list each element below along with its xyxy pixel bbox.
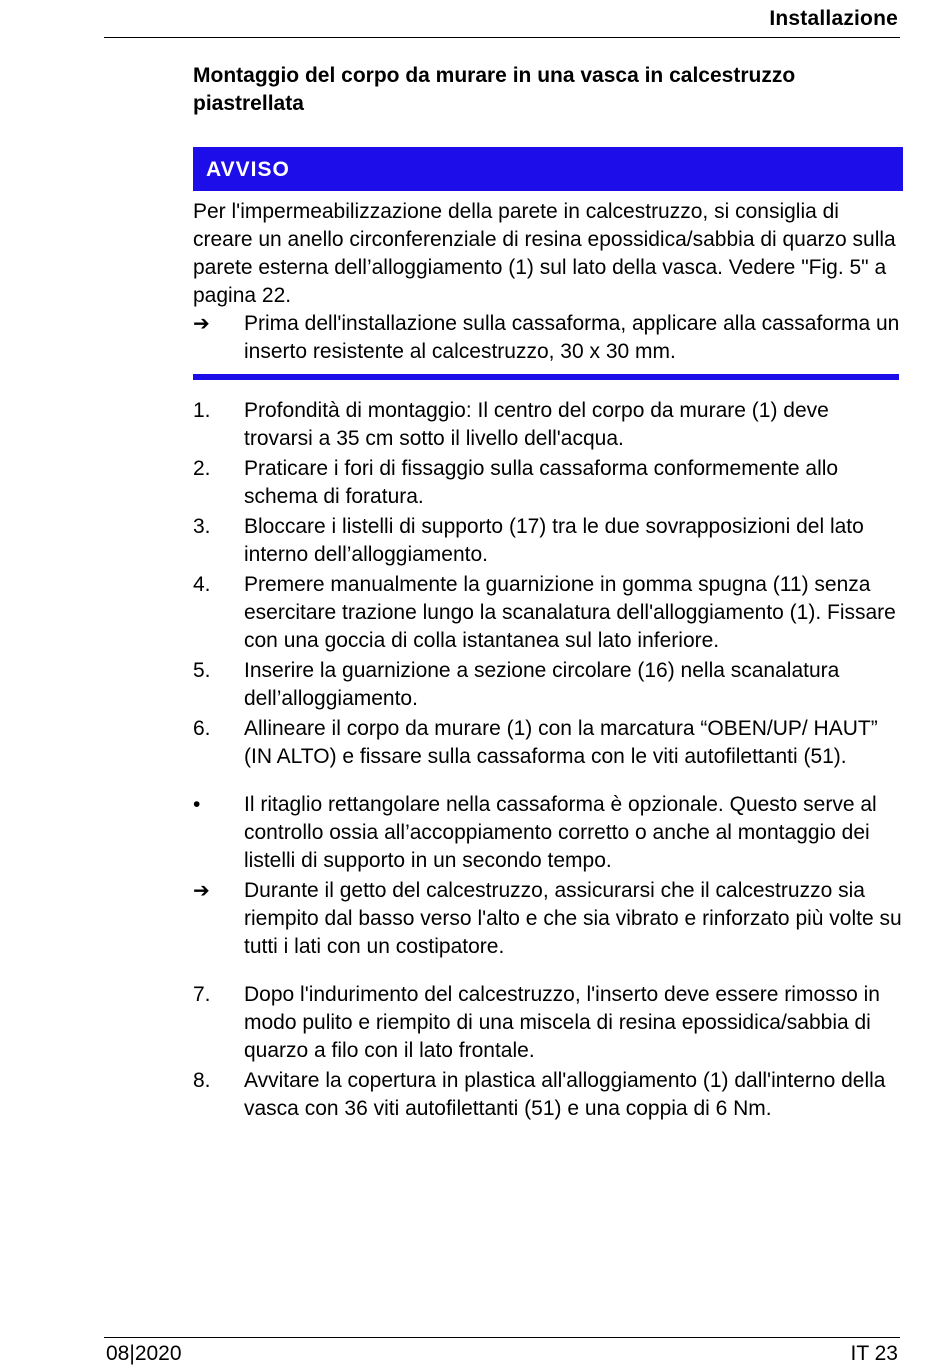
step-text: Premere manualmente la guarnizione in gomma spugna (11) senza esercitare trazione lungo la scanalatura dell'alloggiamento (1). Fissare con una goccia di colla istantanea sul lato inferiore. (244, 573, 896, 652)
step-text: Inserire la guarnizione a sezione circolare (16) nella scanalatura dell’alloggiamento. (244, 659, 840, 710)
notice-end-rule (193, 374, 899, 380)
footer-divider (104, 1337, 900, 1338)
section-heading-line2: piastrellata (193, 92, 304, 115)
page-content (193, 62, 903, 1125)
step-item (193, 397, 903, 453)
page-section-title: Installazione (769, 7, 898, 30)
step-item (193, 657, 903, 713)
footer-date: 08|2020 (106, 1342, 182, 1365)
steps-list (193, 397, 903, 771)
step-text: Profondità di montaggio: Il centro del corpo da murare (1) deve trovarsi a 35 cm sotto il livello dell'acqua. (244, 399, 829, 450)
page-number: IT 23 (850, 1342, 898, 1365)
step-text: Dopo l'indurimento del calcestruzzo, l'inserto deve essere rimosso in modo pulito e riempito di una miscela di resina epossidica/sabbia di quarzo a filo con il lato frontale. (244, 983, 880, 1062)
arrow-right-icon: ➔ (193, 880, 210, 902)
notice-action-text: Prima dell'installazione sulla cassaforma, applicare alla cassaforma un inserto resistente al calcestruzzo, 30 x 30 mm. (244, 312, 900, 363)
notice-action (193, 310, 903, 366)
bullet-note-text: Il ritaglio rettangolare nella cassaforma è opzionale. Questo serve al controllo ossia all’accoppiamento corretto o anche al montaggio dei listelli di supporto in un secondo tempo. (244, 793, 877, 872)
step-item (193, 1067, 903, 1123)
step-number: 1. (193, 399, 211, 422)
step-item (193, 571, 903, 655)
arrow-right-icon: ➔ (193, 313, 210, 335)
step-text: Allineare il corpo da murare (1) con la marcatura “OBEN/UP/ HAUT” (IN ALTO) e fissare sulla cassaforma con le viti autofilettanti (51). (244, 717, 878, 768)
step-number: 2. (193, 457, 211, 480)
notice-text: Per l'impermeabilizzazione della parete in calcestruzzo, si consiglia di creare un anello circonferenziale di resina epossidica/sabbia di quarzo sulla parete esterna dell’alloggiamento (1) sul lato della vasca. Vedere "Fig. 5" a pagina 22. (193, 200, 896, 307)
header-divider (104, 37, 900, 38)
step-text: Avvitare la copertura in plastica all'alloggiamento (1) dall'interno della vasca con 36 viti autofilettanti (51) e una coppia di 6 Nm. (244, 1069, 886, 1120)
step-number: 7. (193, 983, 211, 1006)
action-note-text: Durante il getto del calcestruzzo, assicurarsi che il calcestruzzo sia riempito dal basso verso l'alto e che sia vibrato e rinforzato più volte su tutti i lati con un costipatore. (244, 879, 902, 958)
step-number: 4. (193, 573, 211, 596)
step-item (193, 455, 903, 511)
steps-list-continued (193, 981, 903, 1123)
step-number: 8. (193, 1069, 211, 1092)
step-number: 5. (193, 659, 211, 682)
bullet-note (193, 791, 903, 875)
section-heading (193, 62, 903, 118)
step-item (193, 981, 903, 1065)
step-text: Praticare i fori di fissaggio sulla cassaforma conformemente allo schema di foratura. (244, 457, 839, 508)
bullet-icon: • (193, 793, 201, 816)
step-item (193, 715, 903, 771)
step-number: 6. (193, 717, 211, 740)
step-text: Bloccare i listelli di supporto (17) tra le due sovrapposizioni del lato interno dell’alloggiamento. (244, 515, 864, 566)
notes-list (193, 791, 903, 961)
step-item (193, 513, 903, 569)
notice-banner: AVVISO (193, 147, 903, 191)
action-note (193, 877, 903, 961)
section-heading-line1: Montaggio del corpo da murare in una vasca in calcestruzzo (193, 64, 796, 87)
step-number: 3. (193, 515, 211, 538)
